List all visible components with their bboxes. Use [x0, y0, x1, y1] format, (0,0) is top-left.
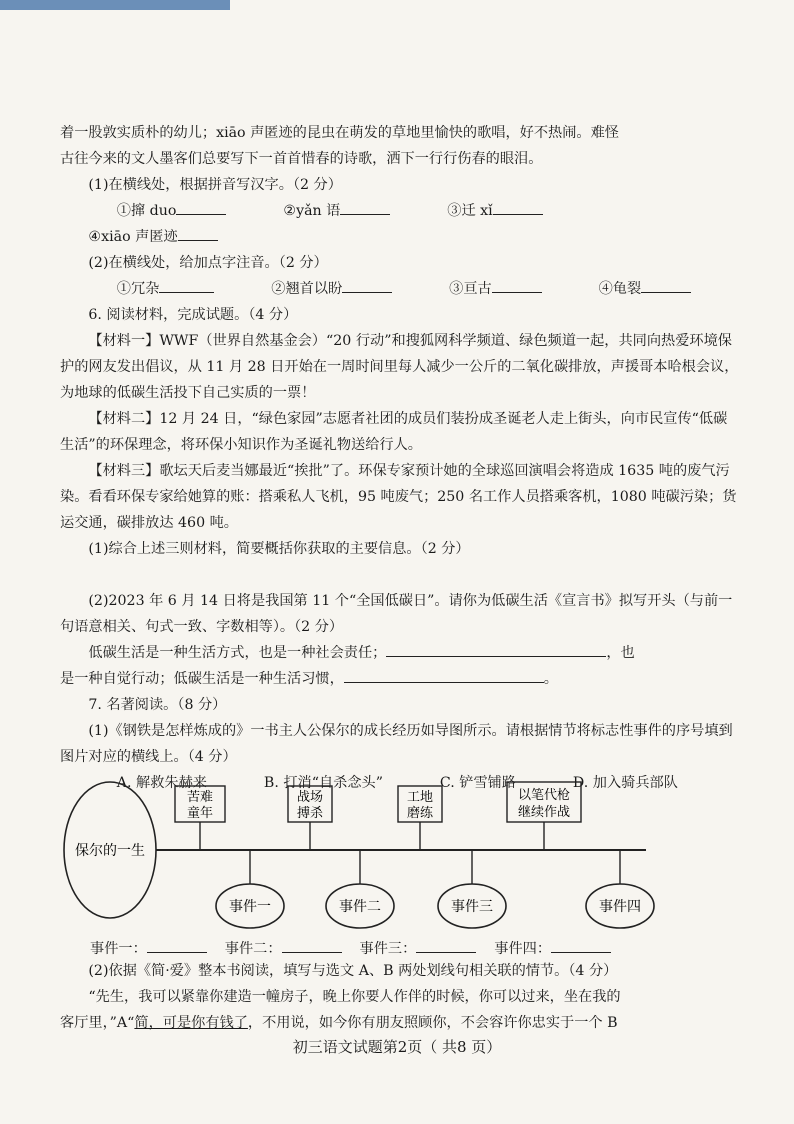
jane-eyre-section [60, 958, 740, 1036]
quote-line-2 [60, 1010, 740, 1036]
answer-blank[interactable] [340, 198, 390, 215]
fill-text-b: ，也 [606, 645, 635, 661]
q5-2-prompt: (2)在横线处，给加点字注音。（2 分） [88, 255, 328, 271]
stage-4-line-2: 继续作战 [517, 805, 571, 820]
stage-2-line-1: 战场 [296, 790, 324, 805]
quote-part-a: 客厅里，”A“ [60, 1015, 135, 1031]
stage-2 [288, 786, 332, 850]
q7-sub-1: (1)《钢铁是怎样炼成的》一书主人公保尔的成长经历如导图所示。请根据情节将标志性事件的序号填到图片对应的横线上。（4 分） [60, 723, 733, 765]
event-3 [438, 850, 506, 928]
event-1-prompt: 事件一： [90, 941, 147, 957]
q6-material-1: 【材料一】WWF（世界自然基金会）“20 行动”和搜狐网科学频道、绿色频道一起，共同向热爱环境保护的网友发出倡议，从 11 月 28 日开始在一周时间里每人减少一公斤的二氧化碳排放，声援哥本哈根会议，为地球的低碳生活投下自己实质的一票！ [60, 333, 739, 401]
answer-blank[interactable] [342, 276, 392, 293]
event-3-label: 事件三 [451, 899, 493, 915]
event-2-prompt: 事件二： [224, 941, 282, 957]
answer-blank[interactable] [492, 276, 542, 293]
q6-sub-1: (1)综合上述三则材料，简要概括你获取的主要信息。（2 分） [88, 541, 470, 557]
q5-1-item-2: ②yǎn 语 [283, 203, 341, 219]
stage-1-line-1: 苦难 [186, 790, 214, 805]
q7-sub-2: (2)依据《简·爱》整本书阅读，填写与选文 A、B 两处划线句相关联的情节。（4 分） [88, 963, 618, 979]
event-4 [586, 850, 654, 928]
q6-fill-line-1 [60, 640, 740, 666]
q5-2-item-2: ②翘首以盼 [271, 281, 343, 297]
q5-2-item-1: ①冗杂 [116, 281, 160, 297]
answer-blank[interactable] [641, 276, 691, 293]
intro-line-1: 着一股敦实质朴的幼儿；xiāo 声匿迹的昆虫在萌发的草地里愉快的歌唱，好不热闹。难怪 [60, 125, 619, 141]
option-d: D. 加入骑兵部队 [572, 775, 678, 791]
intro-line-2: 古往今来的文人墨客们总要写下一首首惜春的诗歌，洒下一行行伤春的眼泪。 [60, 151, 543, 167]
stage-4 [507, 782, 581, 850]
scan-top-edge [0, 0, 230, 10]
q5-2-item-3: ③亘古 [449, 281, 492, 297]
event-3-prompt: 事件三： [359, 941, 417, 957]
q5-2-item-4: ④龟裂 [598, 281, 642, 297]
event-2-label: 事件二 [339, 899, 381, 915]
answer-blank[interactable] [551, 936, 611, 953]
q5-1-item-4: ④xiāo 声匿迹 [88, 229, 178, 245]
fill-text-d: 。 [543, 671, 558, 687]
q5-2-items [60, 276, 740, 302]
event-1 [216, 850, 284, 928]
answer-blank[interactable] [386, 640, 606, 657]
event-4-prompt: 事件四： [494, 941, 552, 957]
q5-1-item-3: ③迁 xǐ [447, 203, 493, 219]
center-label: 保尔的一生 [75, 843, 145, 859]
q6-sub-2: (2)2023 年 6 月 14 日将是我国第 11 个“全国低碳日”。请你为低碳生活《宣言书》拟写开头（与前一句语意相关、句式一致、字数相等）。（2 分） [60, 593, 733, 635]
answer-blank[interactable] [493, 198, 543, 215]
answer-blank[interactable] [416, 936, 476, 953]
option-a: A. 解救朱赫来 [116, 775, 207, 791]
stage-4-line-1: 以笔代枪 [517, 788, 571, 803]
quote-part-b: ，不用说，如今你有朋友照顾你，不会容许你忠实于一个 B [247, 1015, 618, 1031]
stage-1-line-2: 童年 [186, 806, 214, 821]
mind-map-diagram [60, 770, 740, 930]
q7-title: 7. 名著阅读。（8 分） [88, 697, 227, 713]
exam-page-body [60, 120, 740, 796]
q6-material-2: 【材料二】12 月 24 日，“绿色家园”志愿者社团的成员们装扮成圣诞老人走上街头，向市民宣传“低碳生活”的环保理念，将环保小知识作为圣诞礼物送给行人。 [60, 411, 728, 453]
q6-fill-line-2 [60, 666, 740, 692]
quote-underlined-a: 简，可是你有钱了 [134, 1015, 248, 1031]
stage-2-line-2: 搏杀 [296, 806, 324, 821]
answer-blank[interactable] [176, 198, 226, 215]
stage-3-line-1: 工地 [406, 790, 434, 805]
page-footer: 初三语文试题第2页（ 共8 页） [292, 1038, 502, 1056]
event-4-label: 事件四 [599, 899, 641, 915]
q5-1-prompt: (1)在横线处，根据拼音写汉字。（2 分） [88, 177, 342, 193]
stage-1 [175, 786, 225, 850]
q5-1-item-1: ①撺 duo [116, 203, 177, 219]
event-1-label: 事件一 [229, 899, 271, 915]
answer-blank[interactable] [147, 936, 207, 953]
fill-text-a: 低碳生活是一种生活方式，也是一种社会责任； [88, 645, 387, 661]
answer-blank[interactable] [282, 936, 342, 953]
q5-1-items [60, 198, 740, 250]
answer-blank[interactable] [344, 666, 544, 683]
stage-3-line-2: 磨练 [406, 806, 434, 821]
q6-material-3: 【材料三】歌坛天后麦当娜最近“挨批”了。环保专家预计她的全球巡回演唱会将造成 1635 吨的废气污染。看看环保专家给她算的账：搭乘私人飞机，95 吨废气；250 名工作人员搭乘客机，1080 吨碳污染；货运交通，碳排放达 460 吨。 [60, 463, 737, 531]
option-c: C. 铲雪铺路 [439, 775, 517, 791]
option-b: B. 打消“自杀念头” [263, 775, 383, 791]
answer-blank[interactable] [159, 276, 214, 293]
fill-text-c: 是一种自觉行动；低碳生活是一种生活习惯， [60, 671, 344, 687]
quote-line-1: “先生，我可以紧靠你建造一幢房子，晚上你要人作伴的时候，你可以过来，坐在我的 [88, 989, 621, 1005]
event-2 [326, 850, 394, 928]
answer-blank[interactable] [178, 224, 218, 241]
stage-3 [398, 786, 442, 850]
q6-title: 6. 阅读材料，完成试题。（4 分） [88, 307, 298, 323]
event-answer-row [90, 936, 730, 958]
